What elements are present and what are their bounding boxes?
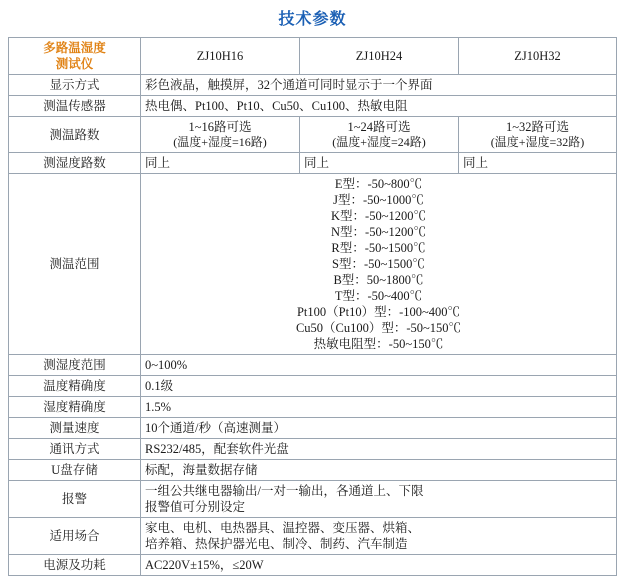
temp-channels-24-line1: 1~24路可选 — [347, 120, 411, 134]
temp-range-line-s: S型：-50~1500℃ — [332, 257, 425, 272]
row-label-humidity-range: 测湿度范围 — [9, 355, 141, 376]
spec-table — [8, 37, 617, 576]
model-zj10h32: ZJ10H32 — [459, 38, 617, 75]
product-label — [9, 38, 141, 75]
row-label-measure-speed: 测量速度 — [9, 418, 141, 439]
temp-channels-32-line1: 1~32路可选 — [505, 120, 569, 134]
temp-channels-16-line1: 1~16路可选 — [188, 120, 252, 134]
temp-channels-16-line2: (温度+湿度=16路) — [173, 135, 267, 149]
row-label-applications: 适用场合 — [9, 518, 141, 555]
row-label-alarm: 报警 — [9, 481, 141, 518]
row-label-usb-storage: U盘存储 — [9, 460, 141, 481]
row-value-usb-storage: 标配，海量数据存储 — [141, 460, 617, 481]
temp-range-line-k: K型：-50~1200℃ — [331, 209, 426, 224]
row-label-temp-channels: 测温路数 — [9, 117, 141, 153]
row-value-communication: RS232/485，配套软件光盘 — [141, 439, 617, 460]
row-value-applications — [141, 518, 617, 555]
page-title: 技术参数 — [278, 11, 347, 28]
row-label-sensor: 测温传感器 — [9, 96, 141, 117]
temp-range-line-t: T型：-50~400℃ — [334, 289, 423, 304]
temp-range-line-r: R型：-50~1500℃ — [331, 241, 426, 256]
temp-range-line-j: J型：-50~1000℃ — [333, 193, 424, 208]
table-row-usb-storage — [9, 460, 617, 481]
table-row-power — [9, 555, 617, 576]
product-label-line1: 多路温湿度 — [43, 41, 106, 55]
temp-range-line-thermistor: 热敏电阻型：-50~150℃ — [313, 337, 444, 352]
temp-channels-16 — [141, 117, 300, 153]
product-label-line2: 测试仪 — [55, 57, 94, 71]
table-row-alarm — [9, 481, 617, 518]
alarm-line1: 一组公共继电器输出/一对一输出，各通道上、下限 — [145, 484, 424, 499]
temp-range-line-pt100: Pt100（Pt10）型：-100~400℃ — [296, 305, 461, 320]
row-value-sensor: 热电偶、Pt100、Pt10、Cu50、Cu100、热敏电阻 — [141, 96, 617, 117]
table-row-humidity-range — [9, 355, 617, 376]
temp-channels-32-line2: (温度+湿度=32路) — [490, 135, 585, 149]
table-row-temp-accuracy — [9, 376, 617, 397]
row-value-alarm — [141, 481, 617, 518]
temp-range-line-e: E型：-50~800℃ — [334, 177, 423, 192]
row-label-temp-range: 测温范围 — [9, 174, 141, 355]
table-row-header — [9, 38, 617, 75]
model-zj10h16: ZJ10H16 — [141, 38, 300, 75]
table-row-humidity-channels — [9, 153, 617, 174]
temp-channels-32 — [459, 117, 617, 153]
row-label-communication: 通讯方式 — [9, 439, 141, 460]
humidity-channels-24: 同上 — [300, 153, 459, 174]
row-value-humidity-range: 0~100% — [141, 355, 617, 376]
row-value-measure-speed: 10个通道/秒（高速测量） — [141, 418, 617, 439]
row-value-display: 彩色液晶，触摸屏，32个通道可同时显示于一个界面 — [141, 75, 617, 96]
row-value-humidity-accuracy: 1.5% — [141, 397, 617, 418]
model-zj10h24: ZJ10H24 — [300, 38, 459, 75]
temp-range-line-cu50: Cu50（Cu100）型：-50~150℃ — [295, 321, 462, 336]
table-row-display — [9, 75, 617, 96]
row-value-temp-accuracy: 0.1级 — [141, 376, 617, 397]
table-row-communication — [9, 439, 617, 460]
table-row-temp-range — [9, 174, 617, 355]
table-row-applications — [9, 518, 617, 555]
humidity-channels-16: 同上 — [141, 153, 300, 174]
table-row-sensor — [9, 96, 617, 117]
humidity-channels-32: 同上 — [459, 153, 617, 174]
table-row-measure-speed — [9, 418, 617, 439]
temp-range-values — [141, 174, 617, 355]
alarm-line2: 报警值可分别设定 — [145, 500, 246, 515]
temp-range-line-n: N型：-50~1200℃ — [331, 225, 426, 240]
row-label-humidity-accuracy: 湿度精确度 — [9, 397, 141, 418]
table-row-temp-channels — [9, 117, 617, 153]
row-label-temp-accuracy: 温度精确度 — [9, 376, 141, 397]
temp-range-line-b: B型：50~1800℃ — [333, 273, 424, 288]
applications-line2: 培养箱、热保护器光电、制冷、制药、汽车制造 — [145, 537, 408, 552]
row-label-display: 显示方式 — [9, 75, 141, 96]
applications-line1: 家电、电机、电热器具、温控器、变压器、烘箱、 — [145, 521, 421, 536]
temp-channels-24-line2: (温度+湿度=24路) — [332, 135, 426, 149]
table-row-humidity-accuracy — [9, 397, 617, 418]
row-label-power: 电源及功耗 — [9, 555, 141, 576]
temp-channels-24 — [300, 117, 459, 153]
row-value-power: AC220V±15%，≤20W — [141, 555, 617, 576]
row-label-humidity-channels: 测湿度路数 — [9, 153, 141, 174]
